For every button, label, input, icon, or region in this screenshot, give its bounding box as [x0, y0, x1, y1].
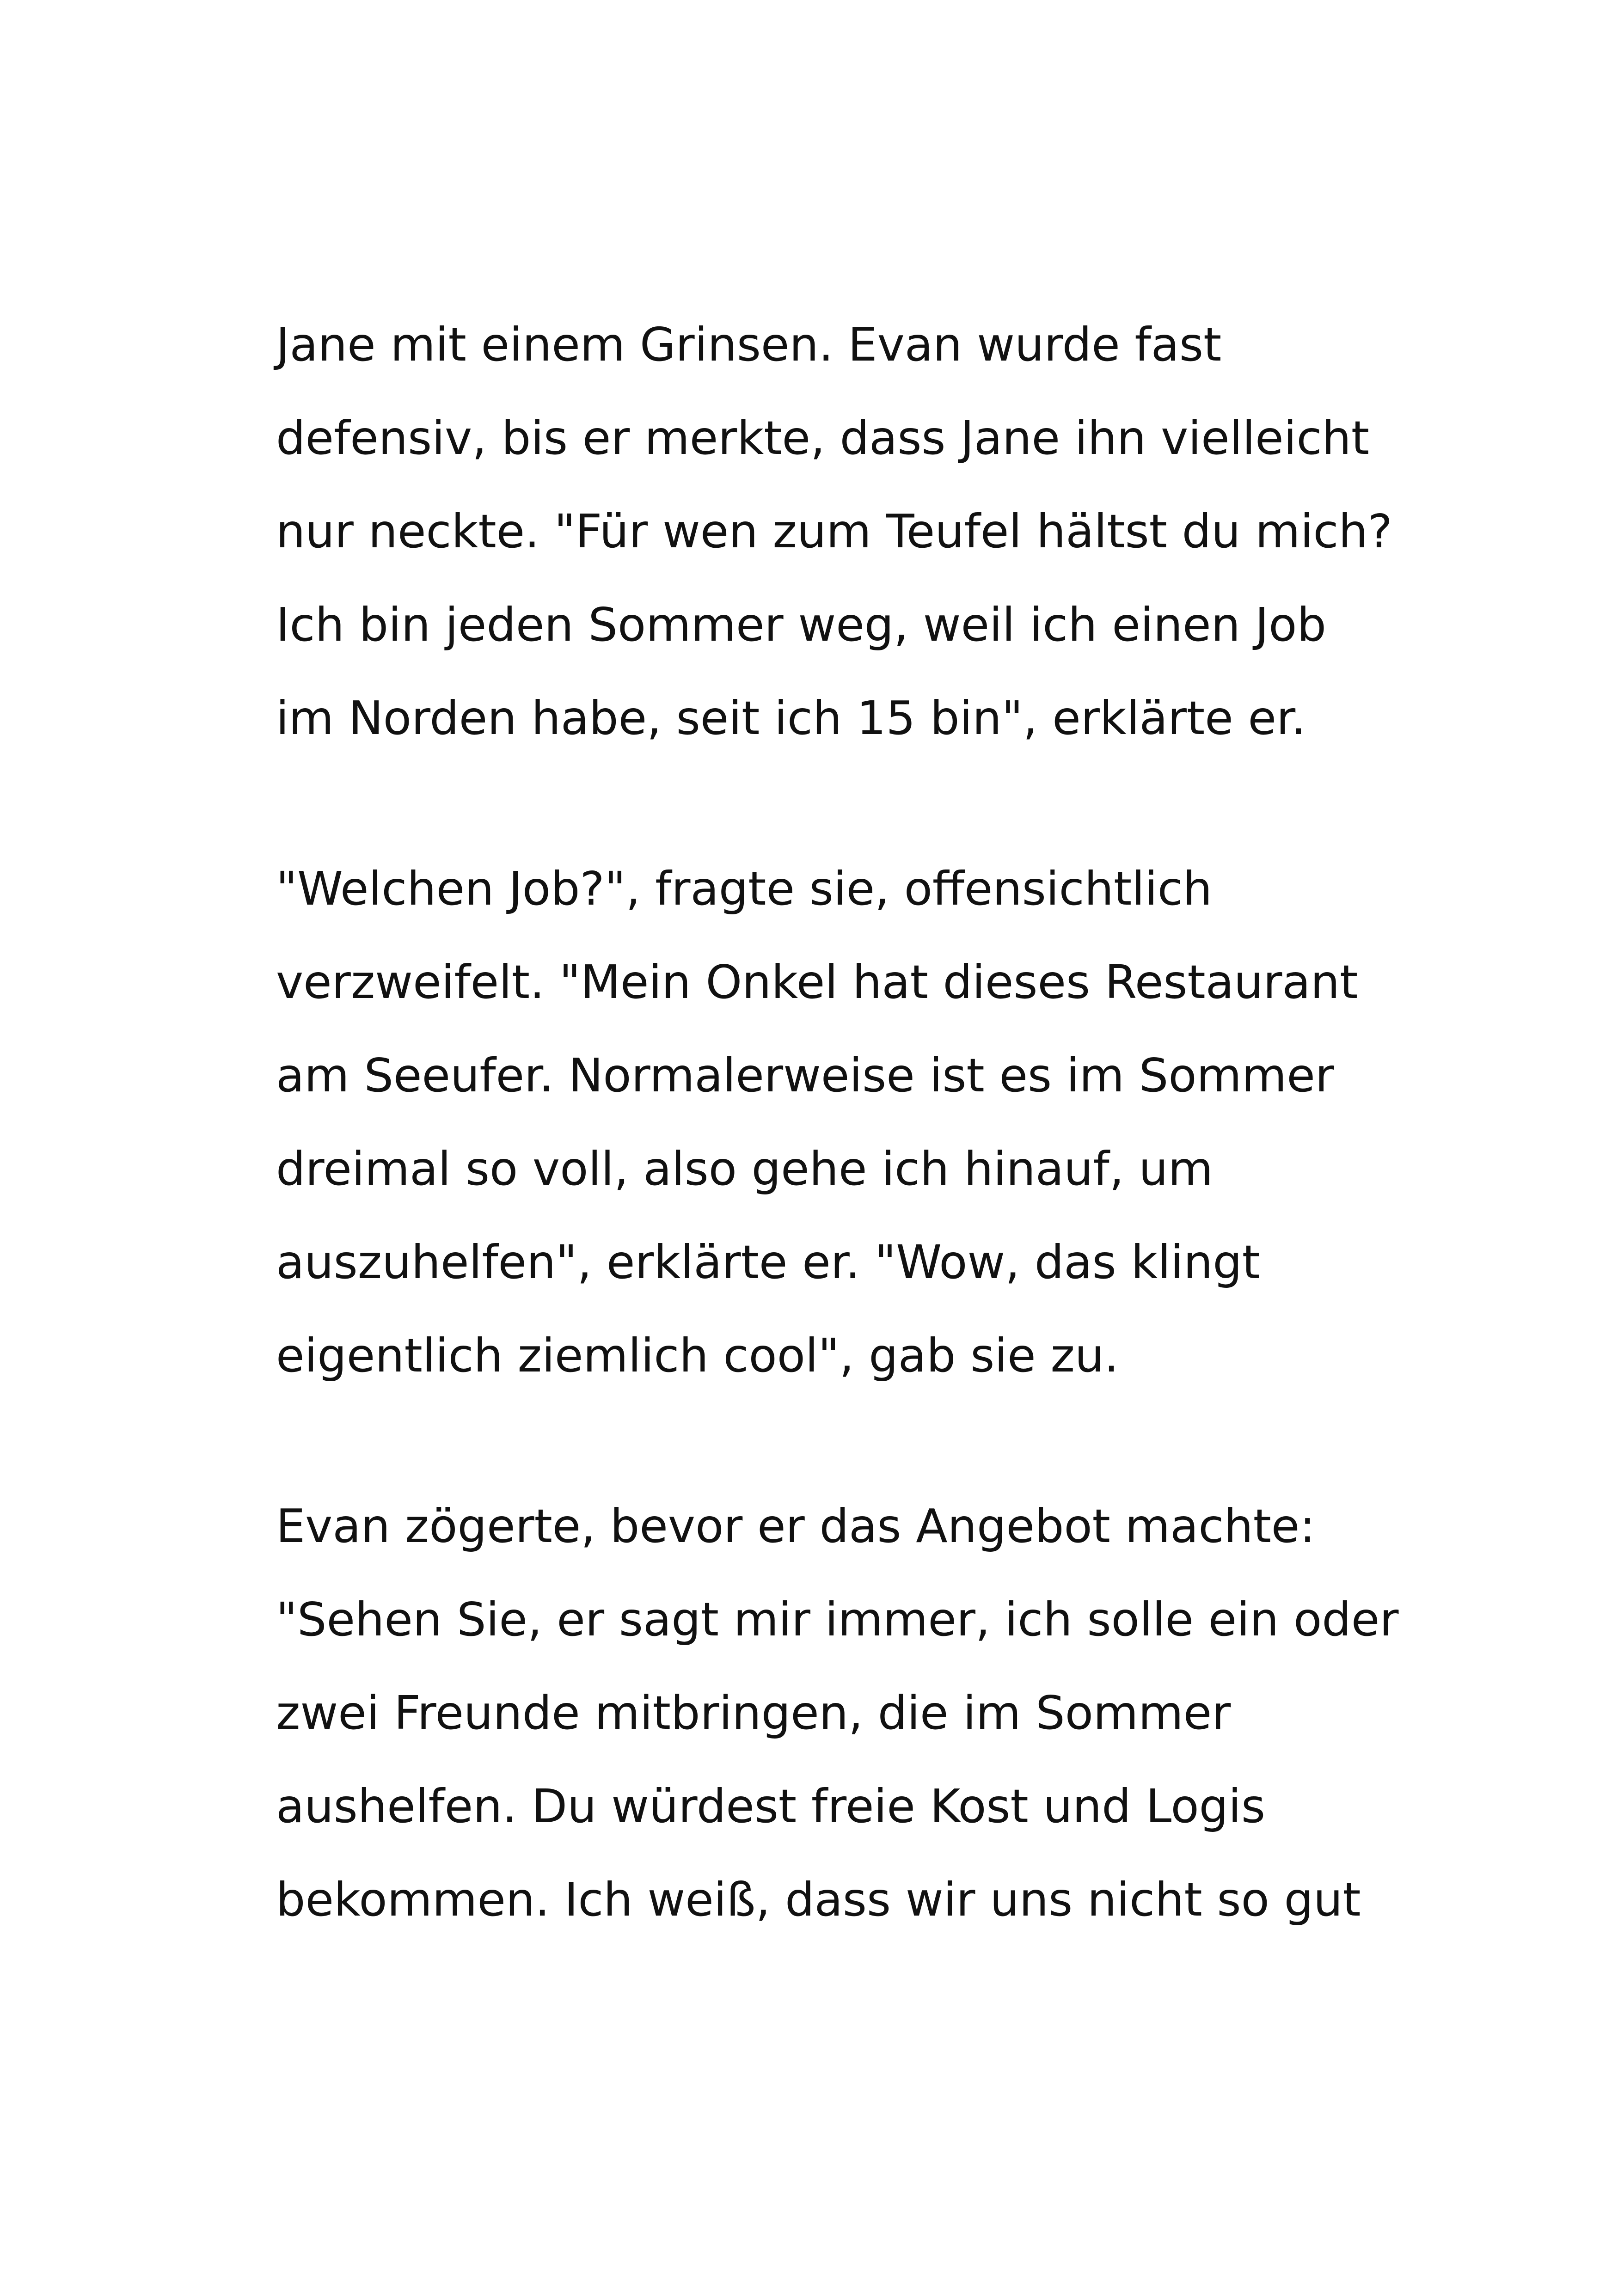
text-line: im Norden habe, seit ich 15 bin", erklärte er.	[276, 691, 1306, 745]
paragraph-3	[276, 1480, 1399, 1947]
text-line: eigentlich ziemlich cool", gab sie zu.	[276, 1329, 1119, 1383]
text-line: Ich bin jeden Sommer weg, weil ich einen Job	[276, 598, 1326, 652]
paragraph-2	[276, 842, 1385, 1402]
text-line: am Seeufer. Normalerweise ist es im Sommer	[276, 1048, 1334, 1102]
text-line: verzweifelt. "Mein Onkel hat dieses Restaurant	[276, 955, 1358, 1009]
text-line: aushelfen. Du würdest freie Kost und Logis	[276, 1779, 1266, 1833]
text-line: zwei Freunde mitbringen, die im Sommer	[276, 1686, 1231, 1740]
paragraph-1	[276, 298, 1392, 765]
body-text	[276, 298, 1399, 1947]
text-line: nur neckte. "Für wen zum Teufel hältst du mich?	[276, 504, 1392, 558]
text-line: dreimal so voll, also gehe ich hinauf, um	[276, 1142, 1214, 1196]
text-line: Jane mit einem Grinsen. Evan wurde fast	[276, 318, 1222, 372]
text-line: "Sehen Sie, er sagt mir immer, ich solle ein oder	[276, 1592, 1399, 1647]
text-line: bekommen. Ich weiß, dass wir uns nicht so gut	[276, 1873, 1361, 1927]
text-line: "Welchen Job?", fragte sie, offensichtlich	[276, 862, 1213, 916]
text-line: Evan zögerte, bevor er das Angebot machte:	[276, 1499, 1316, 1553]
text-line: auszuhelfen", erklärte er. "Wow, das klingt	[276, 1235, 1261, 1289]
text-line: defensiv, bis er merkte, dass Jane ihn vielleicht	[276, 411, 1370, 465]
